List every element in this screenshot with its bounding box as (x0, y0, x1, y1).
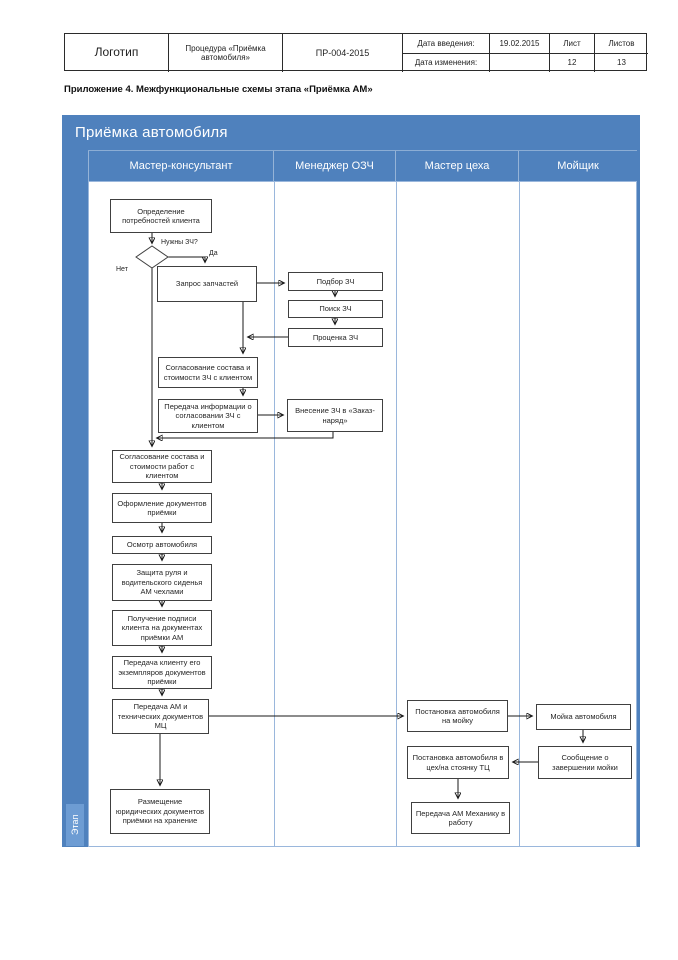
appendix-title: Приложение 4. Межфункциональные схемы этапа «Приёмка АМ» (64, 84, 373, 95)
node-request-parts: Запрос запчастей (157, 266, 257, 302)
date-intro-value: 19.02.2015 (489, 34, 549, 53)
node-store-docs: Размещение юридических документов приёмки на хранение (110, 789, 210, 834)
node-price-parts: Проценка ЗЧ (288, 328, 383, 347)
node-search-parts: Поиск ЗЧ (288, 300, 383, 318)
document-header-table (64, 33, 647, 71)
lane-headers (88, 150, 637, 181)
node-get-signature: Получение подписи клиента на документах приёмки АМ (112, 610, 212, 646)
node-select-parts: Подбор ЗЧ (288, 272, 383, 291)
logo-cell: Логотип (94, 45, 139, 60)
node-wash-done: Сообщение о завершении мойки (538, 746, 632, 779)
node-agree-parts: Согласование состава и стоимости ЗЧ с клиентом (158, 357, 258, 388)
flowchart-title: Приёмка автомобиля (75, 124, 228, 141)
stage-row-label: Этап (66, 804, 84, 846)
lane-header-ozch-manager: Менеджер ОЗЧ (273, 151, 395, 181)
lane-separator-3 (519, 182, 520, 846)
date-change-value (489, 53, 549, 72)
node-wash-car: Мойка автомобиля (536, 704, 631, 730)
date-change-label: Дата изменения: (402, 53, 489, 72)
lane-separator-2 (396, 182, 397, 846)
sheet-label: Лист (549, 34, 594, 53)
node-handover-docs: Передача АМ и технических документов МЦ (112, 699, 209, 734)
node-paperwork: Оформление документов приёмки (112, 493, 212, 523)
node-protect-car: Защита руля и водительского сиденья АМ чехлами (112, 564, 212, 601)
lane-separator-1 (274, 182, 275, 846)
date-intro-label: Дата введения: (402, 34, 489, 53)
sheets-total-value: 13 (594, 53, 648, 72)
node-to-wash: Постановка автомобиля на мойку (407, 700, 508, 732)
procedure-title-cell: Процедура «Приёмка автомобиля» (168, 34, 282, 72)
node-inspect-car: Осмотр автомобиля (112, 536, 212, 554)
doc-code-cell: ПР-004-2015 (282, 34, 402, 72)
lane-header-washer: Мойщик (518, 151, 637, 181)
decision-no-label: Нет (116, 266, 128, 273)
lane-header-master-consultant: Мастер-консультант (88, 151, 273, 181)
node-agree-works: Согласование состава и стоимости работ с клиентом (112, 450, 212, 483)
lane-header-shop-master: Мастер цеха (395, 151, 518, 181)
decision-yes-label: Да (209, 250, 218, 257)
node-give-copies: Передача клиенту его экземпляров документов приёмки (112, 656, 212, 689)
decision-question-label: Нужны ЗЧ? (161, 239, 198, 246)
node-enter-order: Внесение ЗЧ в «Заказ-наряд» (287, 399, 383, 432)
node-inform-agreed: Передача информации о согласовании ЗЧ с клиентом (158, 399, 258, 433)
node-to-mechanic: Передача АМ Механику в работу (411, 802, 510, 834)
sheets-total-label: Листов (594, 34, 648, 53)
node-to-shop: Постановка автомобиля в цех/на стоянку ТЦ (407, 746, 509, 779)
node-define-needs: Определение потребностей клиента (110, 199, 212, 233)
sheet-value: 12 (549, 53, 594, 72)
